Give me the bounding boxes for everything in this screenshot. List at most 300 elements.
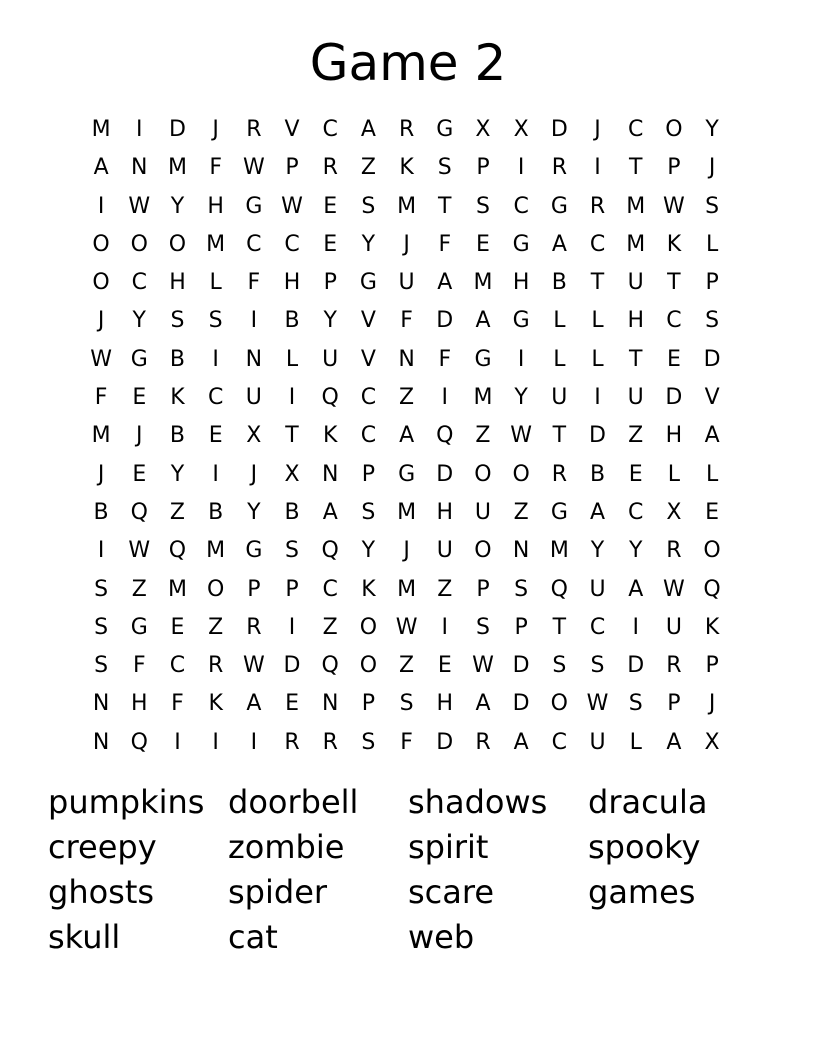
grid-letter[interactable]: R (551, 155, 567, 181)
grid-letter[interactable]: Z (399, 653, 415, 679)
grid-letter[interactable]: L (629, 729, 642, 755)
grid-letter[interactable]: V (284, 117, 300, 142)
grid-letter[interactable]: C (322, 117, 338, 142)
grid-letter[interactable]: R (551, 461, 567, 487)
grid-letter[interactable]: I (212, 729, 219, 755)
grid-letter[interactable]: D (550, 117, 568, 142)
grid-letter[interactable]: T (667, 270, 681, 296)
grid-letter[interactable]: Y (590, 538, 605, 564)
grid-letter[interactable]: G (359, 270, 377, 296)
grid-letter[interactable]: M (167, 155, 187, 181)
grid-letter[interactable]: U (551, 385, 568, 411)
grid-row (82, 494, 732, 532)
grid-letter[interactable]: G (550, 193, 568, 219)
grid-letter[interactable]: K (704, 614, 720, 640)
grid-letter[interactable]: N (321, 691, 339, 717)
grid-letter[interactable]: M (626, 231, 646, 257)
grid-letter[interactable]: E (208, 423, 223, 449)
grid-letter[interactable]: M (91, 117, 111, 142)
grid-letter[interactable]: F (438, 346, 452, 372)
grid-letter[interactable]: A (666, 729, 682, 755)
grid-letter[interactable]: S (361, 499, 376, 525)
grid-letter[interactable]: P (285, 155, 299, 181)
grid-letter[interactable]: I (288, 385, 296, 411)
grid-letter[interactable]: F (171, 691, 184, 717)
grid-letter[interactable]: Q (130, 729, 148, 755)
grid-letter[interactable]: X (666, 499, 682, 525)
grid-letter[interactable]: O (359, 614, 378, 640)
grid-letter[interactable]: F (94, 385, 108, 411)
grid-letter[interactable]: P (476, 576, 490, 602)
grid-letter[interactable]: T (552, 614, 567, 640)
grid-letter[interactable]: P (285, 576, 299, 602)
grid-letter[interactable]: U (627, 270, 644, 296)
grid-letter[interactable]: F (438, 231, 452, 257)
grid-letter[interactable]: F (209, 155, 222, 181)
grid-letter[interactable]: Z (169, 499, 185, 525)
grid-letter[interactable]: S (628, 691, 643, 717)
grid-letter[interactable]: V (360, 346, 376, 372)
grid-letter[interactable]: I (97, 193, 105, 219)
grid-letter[interactable]: J (97, 461, 105, 487)
grid-letter[interactable]: X (475, 117, 491, 142)
grid-letter[interactable]: O (206, 576, 225, 602)
grid-letter[interactable]: I (97, 538, 105, 564)
grid-letter[interactable]: T (285, 423, 299, 449)
grid-letter[interactable]: A (475, 308, 491, 334)
grid-letter[interactable]: B (208, 499, 224, 525)
grid-letter[interactable]: Y (361, 538, 376, 564)
grid-letter[interactable]: O (474, 461, 492, 487)
grid-letter[interactable]: Z (475, 423, 491, 449)
grid-letter[interactable]: W (663, 576, 685, 602)
grid-letter[interactable]: X (513, 117, 529, 142)
grid-letter[interactable]: Q (703, 576, 721, 602)
grid-letter[interactable]: C (360, 385, 377, 411)
grid-letter[interactable]: R (322, 155, 338, 181)
grid-letter[interactable]: H (665, 423, 683, 449)
grid-letter[interactable]: G (550, 499, 568, 525)
grid-letter[interactable]: A (246, 691, 262, 717)
grid-letter[interactable]: O (703, 538, 721, 564)
grid-letter[interactable]: W (128, 193, 151, 219)
grid-letter[interactable]: I (594, 155, 601, 181)
grid-letter[interactable]: N (131, 155, 148, 181)
grid-letter[interactable]: A (322, 499, 338, 525)
grid-letter[interactable]: C (589, 231, 606, 257)
grid-letter[interactable]: Y (170, 193, 185, 219)
grid-letter[interactable]: F (400, 308, 413, 334)
grid-letter[interactable]: A (590, 499, 606, 525)
grid-letter[interactable]: T (552, 423, 567, 449)
grid-letter[interactable]: Z (437, 576, 453, 602)
grid-letter[interactable]: P (705, 270, 719, 296)
grid-letter[interactable]: Z (513, 499, 529, 525)
grid-letter[interactable]: J (403, 538, 410, 564)
grid-letter[interactable]: N (398, 346, 415, 372)
grid-letter[interactable]: F (132, 653, 146, 679)
grid-letter[interactable]: D (589, 423, 606, 449)
grid-letter[interactable]: A (704, 423, 720, 449)
grid-letter[interactable]: I (632, 614, 639, 640)
grid-letter[interactable]: P (667, 691, 681, 717)
grid-letter[interactable]: R (322, 729, 338, 755)
grid-letter[interactable]: O (130, 231, 148, 257)
grid-letter[interactable]: P (323, 270, 337, 296)
grid-letter[interactable]: L (705, 231, 719, 257)
grid-letter[interactable]: O (512, 461, 530, 487)
grid-letter[interactable]: P (361, 461, 376, 487)
grid-letter[interactable]: D (436, 461, 454, 487)
grid-letter[interactable]: C (284, 231, 300, 257)
grid-letter[interactable]: W (90, 346, 112, 372)
grid-letter[interactable]: S (94, 614, 109, 640)
grid-letter[interactable]: I (250, 308, 258, 334)
grid-row (82, 379, 732, 417)
grid-letter[interactable]: E (132, 385, 147, 411)
grid-letter[interactable]: C (666, 308, 682, 334)
grid-letter[interactable]: H (283, 270, 301, 296)
grid-letter[interactable]: O (550, 691, 568, 717)
grid-letter[interactable]: S (590, 653, 605, 679)
grid-letter[interactable]: H (169, 270, 186, 296)
grid-letter[interactable]: U (589, 729, 606, 755)
grid-letter[interactable]: C (360, 423, 377, 449)
grid-letter[interactable]: E (323, 193, 338, 219)
grid-letter[interactable]: D (512, 691, 530, 717)
grid-letter[interactable]: S (514, 576, 529, 602)
grid-letter[interactable]: C (246, 231, 262, 257)
grid-letter[interactable]: S (705, 193, 720, 219)
grid-letter[interactable]: M (397, 576, 417, 602)
grid-letter[interactable]: U (474, 499, 492, 525)
grid-letter[interactable]: J (136, 423, 143, 449)
grid-letter[interactable]: S (94, 653, 109, 679)
grid-letter[interactable]: A (360, 117, 376, 142)
grid-letter[interactable]: L (591, 346, 604, 372)
grid-letter[interactable]: P (667, 155, 681, 181)
grid-letter[interactable]: I (441, 385, 449, 411)
grid-letter[interactable]: G (130, 614, 148, 640)
grid-letter[interactable]: G (130, 346, 148, 372)
grid-letter[interactable]: Y (323, 308, 337, 334)
grid-letter[interactable]: J (708, 155, 716, 181)
grid-letter[interactable]: G (245, 193, 263, 219)
word-bank-item: skull (48, 918, 121, 956)
grid-letter[interactable]: H (436, 691, 454, 717)
grid-letter[interactable]: A (437, 270, 453, 296)
grid-letter[interactable]: D (512, 653, 530, 679)
grid-letter[interactable]: K (399, 155, 414, 181)
grid-letter[interactable]: L (553, 346, 566, 372)
grid-letter[interactable]: J (212, 117, 219, 142)
grid-letter[interactable]: X (246, 423, 262, 449)
grid-letter[interactable]: E (628, 461, 643, 487)
grid-letter[interactable]: S (475, 193, 490, 219)
grid-letter[interactable]: R (398, 117, 415, 142)
grid-letter[interactable]: S (552, 653, 567, 679)
grid-letter[interactable]: G (398, 461, 416, 487)
grid-letter[interactable]: K (170, 385, 185, 411)
grid-letter[interactable]: S (475, 614, 490, 640)
grid-letter[interactable]: F (247, 270, 261, 296)
grid-letter[interactable]: R (589, 193, 606, 219)
grid-letter[interactable]: W (128, 538, 151, 564)
grid-letter[interactable]: Q (321, 385, 339, 411)
grid-letter[interactable]: Y (705, 117, 719, 142)
grid-letter[interactable]: C (322, 576, 338, 602)
grid-letter[interactable]: U (665, 614, 682, 640)
grid-letter[interactable]: W (472, 653, 494, 679)
grid-letter[interactable]: W (395, 614, 418, 640)
grid-letter[interactable]: A (551, 231, 567, 257)
grid-letter[interactable]: D (436, 308, 454, 334)
grid-letter[interactable]: I (594, 385, 601, 411)
grid-letter[interactable]: M (549, 538, 569, 564)
grid-letter[interactable]: P (361, 691, 376, 717)
grid-letter[interactable]: T (590, 270, 605, 296)
grid-letter[interactable]: C (131, 270, 147, 296)
grid-letter[interactable]: Z (322, 614, 338, 640)
grid-letter[interactable]: E (437, 653, 452, 679)
grid-letter[interactable]: O (168, 231, 187, 257)
grid-letter[interactable]: S (285, 538, 300, 564)
grid-letter[interactable]: O (474, 538, 492, 564)
grid-letter[interactable]: H (627, 308, 644, 334)
grid-letter[interactable]: M (626, 193, 646, 219)
grid-letter[interactable]: H (131, 691, 148, 717)
grid-letter[interactable]: D (627, 653, 645, 679)
grid-letter[interactable]: M (397, 499, 417, 525)
word-bank-item: games (588, 873, 696, 911)
grid-letter[interactable]: M (206, 231, 226, 257)
grid-letter[interactable]: W (242, 155, 265, 181)
grid-letter[interactable]: I (136, 117, 143, 142)
grid-letter[interactable]: J (250, 461, 258, 487)
grid-letter[interactable]: Z (628, 423, 644, 449)
grid-letter[interactable]: A (93, 155, 109, 181)
grid-letter[interactable]: Y (361, 231, 376, 257)
grid-letter[interactable]: O (665, 117, 683, 142)
grid-letter[interactable]: X (704, 729, 720, 755)
grid-letter[interactable]: Q (321, 653, 339, 679)
grid-letter[interactable]: U (436, 538, 453, 564)
grid-letter[interactable]: L (285, 346, 299, 372)
grid-letter[interactable]: S (705, 308, 720, 334)
grid-letter[interactable]: F (400, 729, 413, 755)
grid-letter[interactable]: U (245, 385, 262, 411)
grid-letter[interactable]: Q (321, 538, 339, 564)
grid-letter[interactable]: B (551, 270, 567, 296)
grid-letter[interactable]: W (586, 691, 609, 717)
grid-letter[interactable]: B (589, 461, 606, 487)
word-bank-item: shadows (408, 783, 548, 821)
grid-letter[interactable]: C (169, 653, 186, 679)
grid-letter[interactable]: G (245, 538, 263, 564)
grid-letter[interactable]: R (666, 653, 682, 679)
grid-letter[interactable]: Y (247, 499, 261, 525)
word-bank-item: spirit (408, 828, 489, 866)
grid-letter[interactable]: R (666, 538, 682, 564)
grid-row (82, 647, 732, 685)
word-bank-item: creepy (48, 828, 157, 866)
grid-letter[interactable]: K (323, 423, 338, 449)
grid-letter[interactable]: P (705, 653, 719, 679)
grid-letter[interactable]: D (168, 117, 186, 142)
grid-letter[interactable]: R (208, 653, 224, 679)
grid-letter[interactable]: A (513, 729, 529, 755)
grid-letter[interactable]: K (666, 231, 682, 257)
grid-letter[interactable]: J (97, 308, 105, 334)
grid-letter[interactable]: Y (628, 538, 643, 564)
grid-letter[interactable]: E (323, 231, 338, 257)
grid-letter[interactable]: I (517, 346, 525, 372)
grid-letter[interactable]: H (207, 193, 224, 219)
grid-letter[interactable]: D (436, 729, 454, 755)
grid-letter[interactable]: J (708, 691, 716, 717)
grid-letter[interactable]: N (92, 691, 110, 717)
grid-letter[interactable]: I (212, 346, 219, 372)
grid-letter[interactable]: L (553, 308, 566, 334)
grid-letter[interactable]: M (397, 193, 417, 219)
grid-letter[interactable]: C (513, 193, 529, 219)
grid-letter[interactable]: S (361, 729, 376, 755)
grid-letter[interactable]: S (170, 308, 185, 334)
grid-letter[interactable]: R (246, 117, 262, 142)
grid-letter[interactable]: S (208, 308, 223, 334)
grid-letter[interactable]: G (512, 308, 530, 334)
grid-letter[interactable]: K (361, 576, 376, 602)
grid-letter[interactable]: E (666, 346, 681, 372)
grid-letter[interactable]: Z (131, 576, 147, 602)
grid-letter[interactable]: E (285, 691, 299, 717)
grid-letter[interactable]: L (591, 308, 604, 334)
grid-letter[interactable]: S (399, 691, 414, 717)
grid-letter[interactable]: A (475, 691, 491, 717)
grid-letter[interactable]: Q (168, 538, 187, 564)
grid-letter[interactable]: C (207, 385, 224, 411)
grid-letter[interactable]: S (94, 576, 109, 602)
grid-letter[interactable]: Y (514, 385, 528, 411)
grid-letter[interactable]: I (288, 614, 296, 640)
grid-letter[interactable]: V (360, 308, 376, 334)
grid-letter[interactable]: Q (436, 423, 454, 449)
grid-letter[interactable]: U (322, 346, 339, 372)
grid-letter[interactable]: U (627, 385, 644, 411)
grid-letter[interactable]: S (437, 155, 452, 181)
grid-letter[interactable]: M (473, 270, 493, 296)
word-bank-item: pumpkins (48, 783, 205, 821)
grid-letter[interactable]: R (284, 729, 300, 755)
grid-row (82, 609, 732, 647)
grid-letter[interactable]: X (284, 461, 300, 487)
grid-letter[interactable]: R (246, 614, 262, 640)
grid-letter[interactable]: P (514, 614, 528, 640)
grid-letter[interactable]: W (510, 423, 533, 449)
grid-letter[interactable]: Z (208, 614, 224, 640)
grid-letter[interactable]: M (91, 423, 111, 449)
grid-letter[interactable]: M (206, 538, 226, 564)
grid-letter[interactable]: C (551, 729, 568, 755)
grid-letter[interactable]: C (628, 499, 644, 525)
grid-letter[interactable]: K (208, 691, 223, 717)
grid-letter[interactable]: E (170, 614, 185, 640)
grid-letter[interactable]: D (703, 346, 721, 372)
grid-letter[interactable]: H (436, 499, 454, 525)
grid-letter[interactable]: L (705, 461, 719, 487)
grid-letter[interactable]: A (628, 576, 644, 602)
grid-letter[interactable]: B (169, 423, 186, 449)
grid-letter[interactable]: Z (399, 385, 415, 411)
grid-letter[interactable]: I (250, 729, 258, 755)
grid-letter[interactable]: R (475, 729, 491, 755)
grid-letter[interactable]: N (321, 461, 339, 487)
grid-letter[interactable]: N (245, 346, 263, 372)
grid-letter[interactable]: C (628, 117, 644, 142)
grid-letter[interactable]: T (628, 346, 643, 372)
grid-letter[interactable]: N (512, 538, 530, 564)
grid-letter[interactable]: L (667, 461, 681, 487)
grid-letter[interactable]: O (92, 231, 110, 257)
grid-letter[interactable]: Q (550, 576, 568, 602)
grid-letter[interactable]: B (284, 308, 300, 334)
grid-letter[interactable]: G (436, 117, 454, 142)
grid-letter[interactable]: J (594, 117, 601, 142)
grid-letter[interactable]: W (242, 653, 265, 679)
grid-letter[interactable]: E (705, 499, 720, 525)
grid-letter[interactable]: L (209, 270, 222, 296)
grid-letter[interactable]: W (281, 193, 303, 219)
grid-letter[interactable]: O (92, 270, 110, 296)
grid-row (82, 456, 732, 494)
grid-letter[interactable]: D (665, 385, 683, 411)
grid-letter[interactable]: I (212, 461, 219, 487)
grid-letter[interactable]: P (476, 155, 490, 181)
grid-letter[interactable]: E (476, 231, 490, 257)
grid-letter[interactable]: I (441, 614, 449, 640)
grid-letter[interactable]: Z (360, 155, 376, 181)
grid-letter[interactable]: I (174, 729, 181, 755)
grid-letter[interactable]: J (403, 231, 410, 257)
grid-letter[interactable]: G (512, 231, 530, 257)
grid-letter[interactable]: T (438, 193, 452, 219)
grid-letter[interactable]: S (361, 193, 376, 219)
grid-letter[interactable]: Q (130, 499, 148, 525)
grid-letter[interactable]: B (93, 499, 109, 525)
grid-letter[interactable]: M (167, 576, 187, 602)
grid-letter[interactable]: C (589, 614, 606, 640)
grid-letter[interactable]: A (399, 423, 415, 449)
grid-letter[interactable]: Y (170, 461, 185, 487)
grid-letter[interactable]: U (398, 270, 415, 296)
grid-letter[interactable]: I (517, 155, 525, 181)
grid-letter[interactable]: E (132, 461, 147, 487)
grid-letter[interactable]: N (92, 729, 110, 755)
grid-letter[interactable]: U (589, 576, 606, 602)
grid-letter[interactable]: T (628, 155, 643, 181)
grid-letter[interactable]: V (704, 385, 720, 411)
grid-letter[interactable]: G (474, 346, 492, 372)
grid-letter[interactable]: O (359, 653, 378, 679)
grid-letter[interactable]: W (663, 193, 685, 219)
grid-letter[interactable]: B (284, 499, 300, 525)
grid-letter[interactable]: Y (132, 308, 146, 334)
grid-letter[interactable]: H (512, 270, 530, 296)
grid-letter[interactable]: P (247, 576, 261, 602)
grid-letter[interactable]: M (473, 385, 493, 411)
grid-letter[interactable]: D (283, 653, 301, 679)
grid-letter[interactable]: B (169, 346, 186, 372)
